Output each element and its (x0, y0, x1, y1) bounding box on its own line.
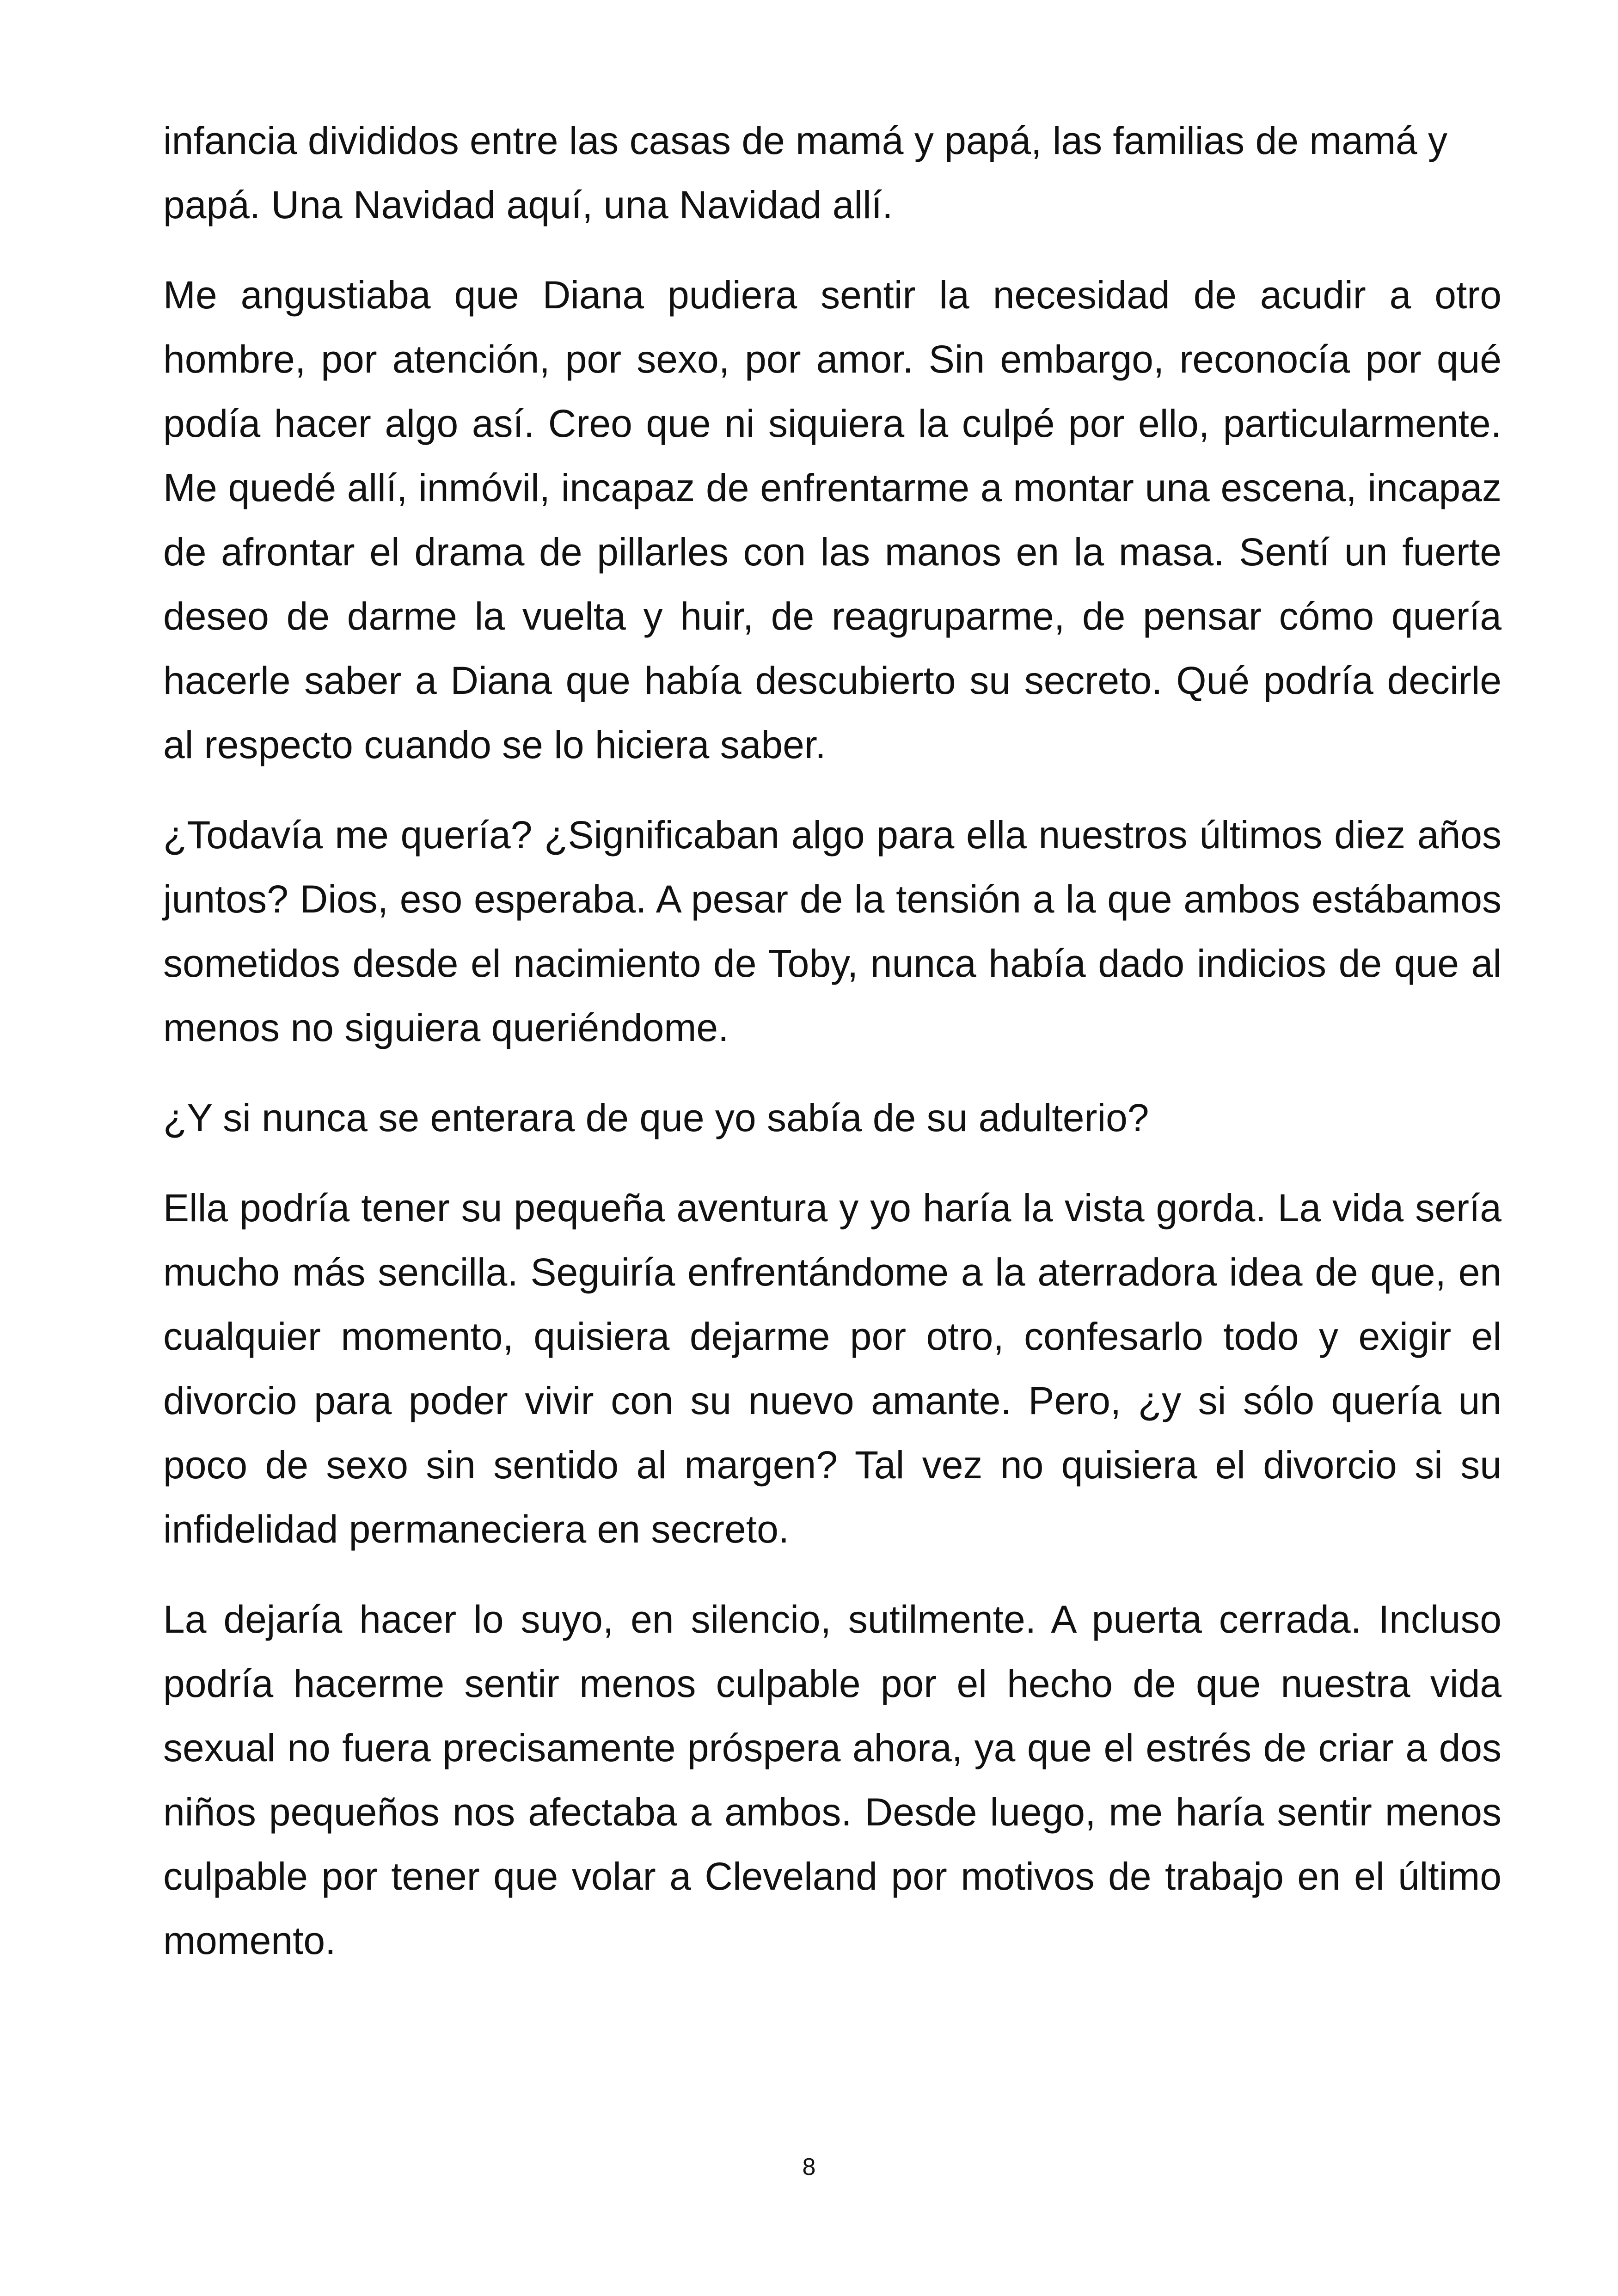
paragraph: Me angustiaba que Diana pudiera sentir la necesidad de acudir a otro hombre, por atención, por sexo, por amor. Sin embargo, reconocía por qué podía hacer algo así. Creo que ni siquiera la culpé por ello, particularmente. Me quedé allí, inmóvil, incapaz de enfrentarme a montar una escena, incapaz de afrontar el drama de pillarles con las manos en la masa. Sentí un fuerte deseo de darme la vuelta y huir, de reagruparme, de pensar cómo quería hacerle saber a Diana que había descubierto su secreto. Qué podría decirle al respecto cuando se lo hiciera saber. (163, 273, 1502, 766)
paragraph: ¿Y si nunca se enterara de que yo sabía de su adulterio? (163, 1096, 1149, 1139)
paragraph: ¿Todavía me quería? ¿Significaban algo para ella nuestros últimos diez años juntos? Dios, eso esperaba. A pesar de la tensión a la que ambos estábamos sometidos desde el nacimiento de Toby, nunca había dado indicios de que al menos no siguiera queriéndome. (163, 813, 1502, 1049)
page-number: 8 (802, 2154, 816, 2180)
paragraph: Ella podría tener su pequeña aventura y yo haría la vista gorda. La vida sería mucho más sencilla. Seguiría enfrentándome a la aterradora idea de que, en cualquier momento, quisiera dejarme por otro, confesarlo todo y exigir el divorcio para poder vivir con su nuevo amante. Pero, ¿y si sólo quería un poco de sexo sin sentido al margen? Tal vez no quisiera el divorcio si su infidelidad permaneciera en secreto. (163, 1186, 1502, 1551)
paragraph: La dejaría hacer lo suyo, en silencio, sutilmente. A puerta cerrada. Incluso podría hacerme sentir menos culpable por el hecho de que nuestra vida sexual no fuera precisamente próspera ahora, ya que el estrés de criar a dos niños pequeños nos afectaba a ambos. Desde luego, me haría sentir menos culpable por tener que volar a Cleveland por motivos de trabajo en el último momento. (163, 1598, 1502, 1962)
paragraph: infancia divididos entre las casas de mamá y papá, las familias de mamá y papá. Una Navidad aquí, una Navidad allí. (163, 119, 1447, 227)
page-body (163, 109, 1502, 1999)
